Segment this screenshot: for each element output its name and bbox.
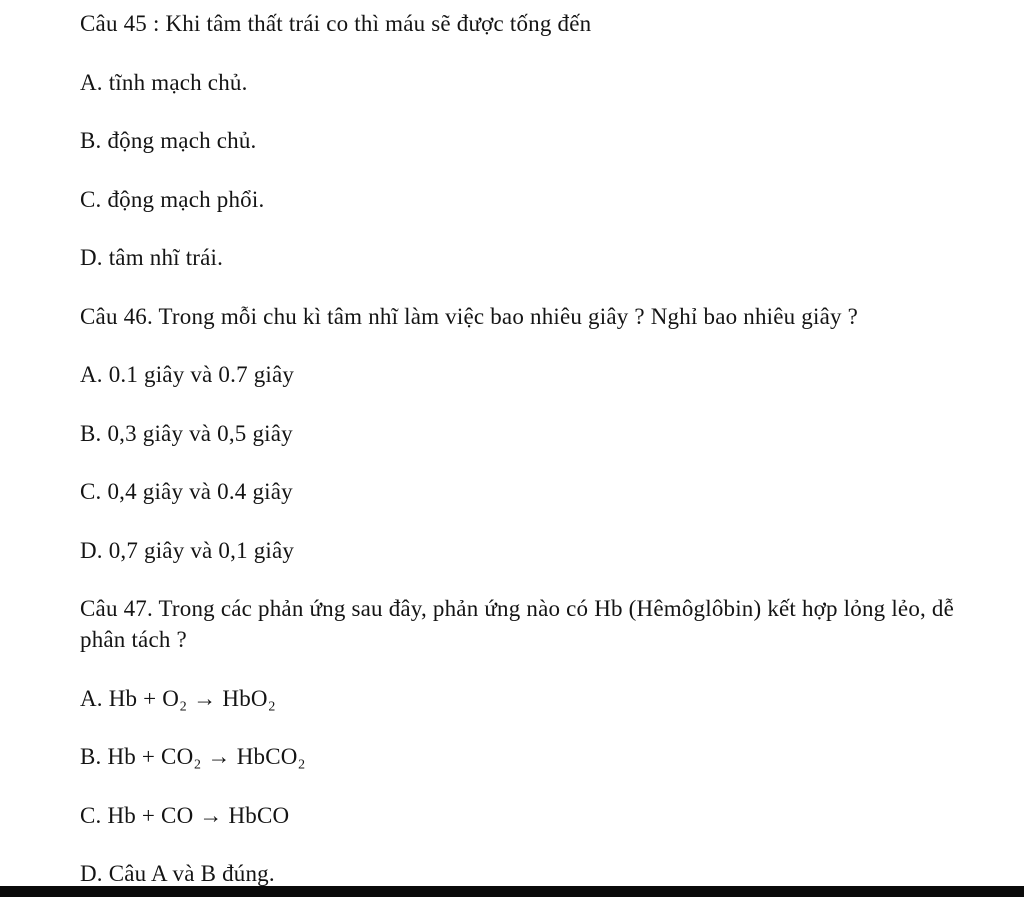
question-title: Câu 45 : Khi tâm thất trái co thì máu sẽ được tống đến xyxy=(80,11,592,36)
answer-option-c: C. 0,4 giây và 0.4 giây xyxy=(80,479,293,504)
answer-option-a: A. 0.1 giây và 0.7 giây xyxy=(80,362,295,387)
answer-option-a: A. tĩnh mạch chủ. xyxy=(80,69,248,95)
scan-bottom-bar xyxy=(0,886,1024,897)
question-47 xyxy=(80,593,1000,889)
question-45 xyxy=(80,8,1000,273)
answer-option-b: B. động mạch chủ. xyxy=(80,128,257,153)
answer-option-c: C. động mạch phổi. xyxy=(80,186,265,212)
answer-option-d: D. Câu A và B đúng. xyxy=(80,861,275,886)
question-title: Câu 47. Trong các phản ứng sau đây, phản ứng nào có Hb (Hêmôglôbin) kết hợp lỏng lẻo, dễ phân tách ? xyxy=(80,596,955,652)
question-title: Câu 46. Trong mỗi chu kì tâm nhĩ làm việc bao nhiêu giây ? Nghỉ bao nhiêu giây ? xyxy=(80,303,859,329)
answer-option-a: A. Hb + O₂ → HbO₂ xyxy=(80,685,276,711)
answer-option-b: B. 0,3 giây và 0,5 giây xyxy=(80,420,293,446)
answer-option-c: C. Hb + CO → HbCO xyxy=(80,802,290,828)
answer-option-b: B. Hb + CO₂ → HbCO₂ xyxy=(80,744,306,769)
question-46 xyxy=(80,301,1000,566)
answer-option-d: D. 0,7 giây và 0,1 giây xyxy=(80,537,295,563)
answer-option-d: D. tâm nhĩ trái. xyxy=(80,245,224,270)
